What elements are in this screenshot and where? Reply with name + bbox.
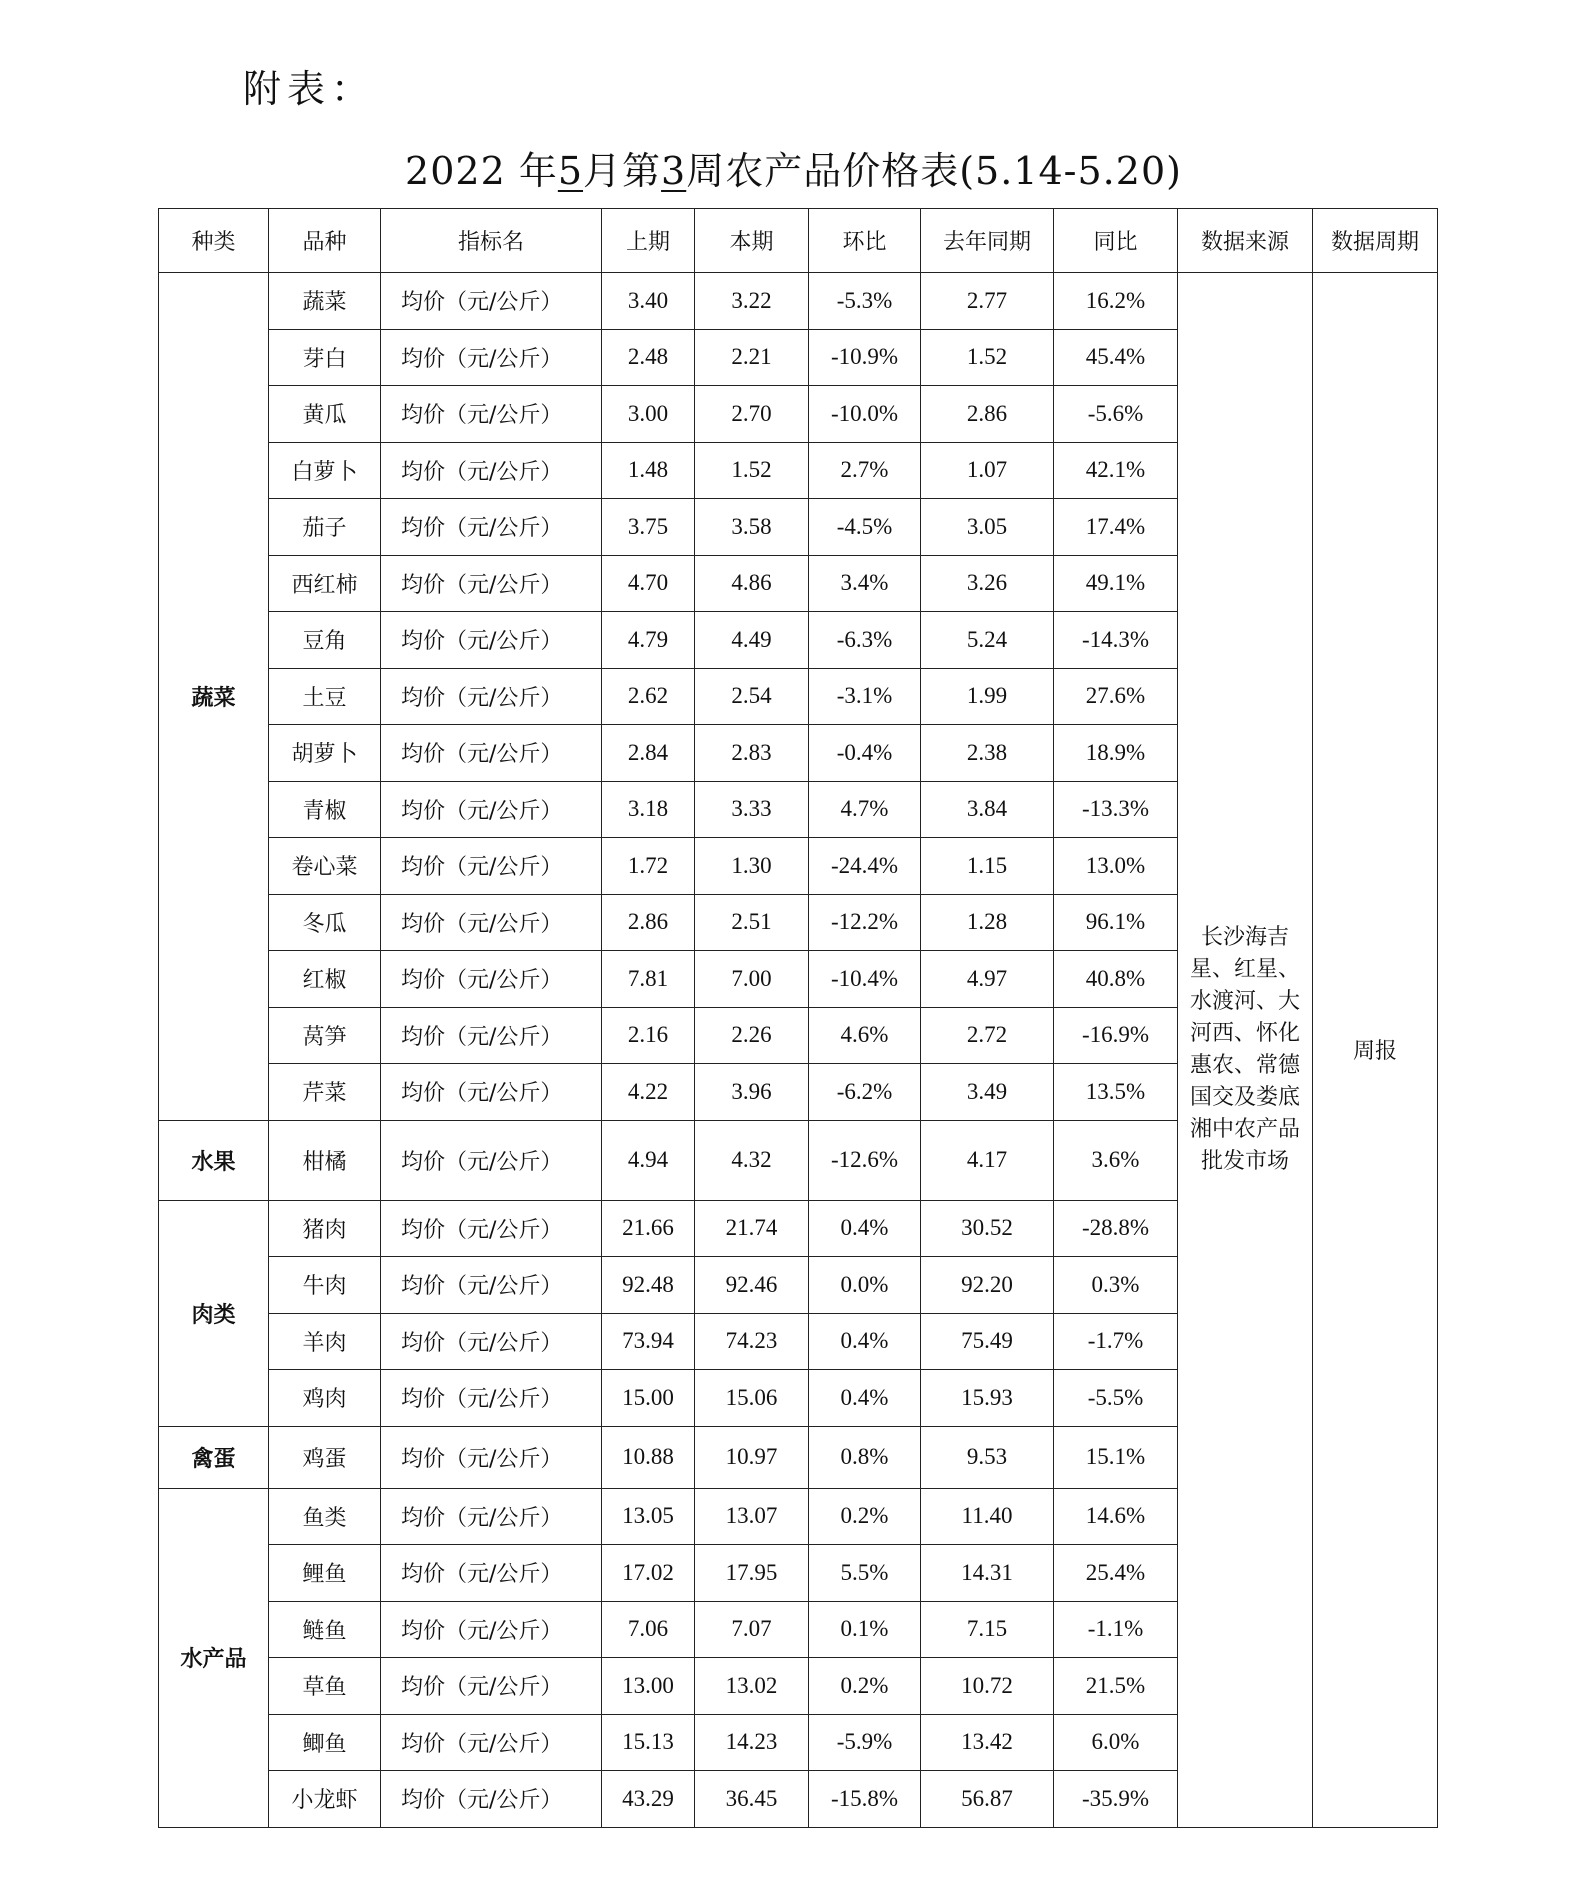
last-year-value-cell: 2.72 [921, 1007, 1054, 1064]
curr-value-cell: 3.33 [695, 781, 809, 838]
mom-change-cell: -10.4% [809, 951, 921, 1008]
mom-change-cell: -6.3% [809, 612, 921, 669]
yoy-change-cell: 49.1% [1054, 555, 1178, 612]
indicator-cell: 均价（元/公斤） [381, 273, 602, 330]
prev-value-cell: 10.88 [602, 1426, 695, 1488]
indicator-cell: 均价（元/公斤） [381, 838, 602, 895]
indicator-cell: 均价（元/公斤） [381, 668, 602, 725]
indicator-cell: 均价（元/公斤） [381, 612, 602, 669]
last-year-value-cell: 4.17 [921, 1120, 1054, 1200]
indicator-cell: 均价（元/公斤） [381, 951, 602, 1008]
indicator-cell: 均价（元/公斤） [381, 725, 602, 782]
prev-value-cell: 4.94 [602, 1120, 695, 1200]
last-year-value-cell: 3.49 [921, 1064, 1054, 1121]
data-period-cell: 周报 [1313, 273, 1438, 1828]
mom-change-cell: -4.5% [809, 499, 921, 556]
curr-value-cell: 13.07 [695, 1488, 809, 1545]
prev-value-cell: 2.62 [602, 668, 695, 725]
mom-change-cell: -12.6% [809, 1120, 921, 1200]
curr-value-cell: 7.07 [695, 1601, 809, 1658]
variety-cell: 草鱼 [269, 1658, 381, 1715]
header-variety: 品种 [269, 209, 381, 273]
prev-value-cell: 17.02 [602, 1545, 695, 1602]
last-year-value-cell: 2.86 [921, 386, 1054, 443]
price-table [158, 208, 1438, 1828]
yoy-change-cell: 25.4% [1054, 1545, 1178, 1602]
last-year-value-cell: 2.38 [921, 725, 1054, 782]
last-year-value-cell: 30.52 [921, 1200, 1054, 1257]
yoy-change-cell: 15.1% [1054, 1426, 1178, 1488]
header-period: 数据周期 [1313, 209, 1438, 273]
header-last-year: 去年同期 [921, 209, 1054, 273]
curr-value-cell: 10.97 [695, 1426, 809, 1488]
yoy-change-cell: 13.5% [1054, 1064, 1178, 1121]
yoy-change-cell: 27.6% [1054, 668, 1178, 725]
prev-value-cell: 7.81 [602, 951, 695, 1008]
mom-change-cell: -24.4% [809, 838, 921, 895]
title-part-1: 2022 年 [405, 149, 558, 193]
indicator-cell: 均价（元/公斤） [381, 894, 602, 951]
yoy-change-cell: 6.0% [1054, 1714, 1178, 1771]
curr-value-cell: 3.58 [695, 499, 809, 556]
variety-cell: 鸡肉 [269, 1370, 381, 1427]
variety-cell: 鸡蛋 [269, 1426, 381, 1488]
indicator-cell: 均价（元/公斤） [381, 1545, 602, 1602]
data-source-cell: 长沙海吉星、红星、水渡河、大河西、怀化惠农、常德国交及娄底湘中农产品批发市场 [1178, 273, 1313, 1828]
title-part-3: 周农产品价格表(5.14-5.20) [686, 149, 1182, 193]
indicator-cell: 均价（元/公斤） [381, 1488, 602, 1545]
yoy-change-cell: 0.3% [1054, 1257, 1178, 1314]
category-cell: 蔬菜 [159, 273, 269, 1121]
yoy-change-cell: -1.7% [1054, 1313, 1178, 1370]
curr-value-cell: 74.23 [695, 1313, 809, 1370]
mom-change-cell: 4.7% [809, 781, 921, 838]
last-year-value-cell: 10.72 [921, 1658, 1054, 1715]
category-cell: 肉类 [159, 1200, 269, 1426]
attachment-label: 附表： [243, 67, 376, 111]
yoy-change-cell: -5.6% [1054, 386, 1178, 443]
indicator-cell: 均价（元/公斤） [381, 1007, 602, 1064]
variety-cell: 羊肉 [269, 1313, 381, 1370]
last-year-value-cell: 4.97 [921, 951, 1054, 1008]
title-month: 5 [557, 149, 584, 193]
indicator-cell: 均价（元/公斤） [381, 329, 602, 386]
last-year-value-cell: 75.49 [921, 1313, 1054, 1370]
curr-value-cell: 2.83 [695, 725, 809, 782]
curr-value-cell: 3.96 [695, 1064, 809, 1121]
yoy-change-cell: -5.5% [1054, 1370, 1178, 1427]
curr-value-cell: 1.30 [695, 838, 809, 895]
curr-value-cell: 2.21 [695, 329, 809, 386]
last-year-value-cell: 1.15 [921, 838, 1054, 895]
mom-change-cell: 0.4% [809, 1313, 921, 1370]
curr-value-cell: 2.51 [695, 894, 809, 951]
last-year-value-cell: 1.07 [921, 442, 1054, 499]
last-year-value-cell: 13.42 [921, 1714, 1054, 1771]
mom-change-cell: -10.0% [809, 386, 921, 443]
last-year-value-cell: 14.31 [921, 1545, 1054, 1602]
yoy-change-cell: 18.9% [1054, 725, 1178, 782]
table-body [159, 273, 1438, 1828]
indicator-cell: 均价（元/公斤） [381, 1771, 602, 1828]
last-year-value-cell: 1.99 [921, 668, 1054, 725]
variety-cell: 莴笋 [269, 1007, 381, 1064]
header-source: 数据来源 [1178, 209, 1313, 273]
yoy-change-cell: 16.2% [1054, 273, 1178, 330]
curr-value-cell: 36.45 [695, 1771, 809, 1828]
yoy-change-cell: 40.8% [1054, 951, 1178, 1008]
prev-value-cell: 43.29 [602, 1771, 695, 1828]
prev-value-cell: 21.66 [602, 1200, 695, 1257]
yoy-change-cell: 17.4% [1054, 499, 1178, 556]
curr-value-cell: 3.22 [695, 273, 809, 330]
yoy-change-cell: 13.0% [1054, 838, 1178, 895]
prev-value-cell: 2.84 [602, 725, 695, 782]
mom-change-cell: -12.2% [809, 894, 921, 951]
prev-value-cell: 15.13 [602, 1714, 695, 1771]
curr-value-cell: 2.26 [695, 1007, 809, 1064]
last-year-value-cell: 11.40 [921, 1488, 1054, 1545]
prev-value-cell: 15.00 [602, 1370, 695, 1427]
prev-value-cell: 73.94 [602, 1313, 695, 1370]
mom-change-cell: 0.2% [809, 1658, 921, 1715]
indicator-cell: 均价（元/公斤） [381, 499, 602, 556]
mom-change-cell: -3.1% [809, 668, 921, 725]
last-year-value-cell: 56.87 [921, 1771, 1054, 1828]
prev-value-cell: 3.40 [602, 273, 695, 330]
mom-change-cell: 0.4% [809, 1200, 921, 1257]
yoy-change-cell: 42.1% [1054, 442, 1178, 499]
curr-value-cell: 15.06 [695, 1370, 809, 1427]
curr-value-cell: 2.70 [695, 386, 809, 443]
title-week: 3 [661, 149, 687, 193]
yoy-change-cell: 45.4% [1054, 329, 1178, 386]
mom-change-cell: 0.0% [809, 1257, 921, 1314]
indicator-cell: 均价（元/公斤） [381, 1313, 602, 1370]
yoy-change-cell: -16.9% [1054, 1007, 1178, 1064]
variety-cell: 芽白 [269, 329, 381, 386]
category-cell: 水果 [159, 1120, 269, 1200]
last-year-value-cell: 1.28 [921, 894, 1054, 951]
prev-value-cell: 3.75 [602, 499, 695, 556]
yoy-change-cell: -1.1% [1054, 1601, 1178, 1658]
curr-value-cell: 7.00 [695, 951, 809, 1008]
curr-value-cell: 4.32 [695, 1120, 809, 1200]
variety-cell: 鲫鱼 [269, 1714, 381, 1771]
table-header-row [159, 209, 1438, 273]
prev-value-cell: 3.00 [602, 386, 695, 443]
indicator-cell: 均价（元/公斤） [381, 1714, 602, 1771]
mom-change-cell: 0.8% [809, 1426, 921, 1488]
indicator-cell: 均价（元/公斤） [381, 1257, 602, 1314]
prev-value-cell: 2.86 [602, 894, 695, 951]
prev-value-cell: 1.72 [602, 838, 695, 895]
mom-change-cell: -5.9% [809, 1714, 921, 1771]
variety-cell: 鲢鱼 [269, 1601, 381, 1658]
mom-change-cell: 0.4% [809, 1370, 921, 1427]
variety-cell: 茄子 [269, 499, 381, 556]
indicator-cell: 均价（元/公斤） [381, 1426, 602, 1488]
prev-value-cell: 3.18 [602, 781, 695, 838]
variety-cell: 猪肉 [269, 1200, 381, 1257]
variety-cell: 土豆 [269, 668, 381, 725]
curr-value-cell: 17.95 [695, 1545, 809, 1602]
prev-value-cell: 4.22 [602, 1064, 695, 1121]
variety-cell: 鱼类 [269, 1488, 381, 1545]
variety-cell: 白萝卜 [269, 442, 381, 499]
variety-cell: 芹菜 [269, 1064, 381, 1121]
header-indicator: 指标名 [381, 209, 602, 273]
prev-value-cell: 2.48 [602, 329, 695, 386]
header-yoy: 同比 [1054, 209, 1178, 273]
mom-change-cell: 4.6% [809, 1007, 921, 1064]
last-year-value-cell: 3.26 [921, 555, 1054, 612]
yoy-change-cell: -35.9% [1054, 1771, 1178, 1828]
mom-change-cell: -5.3% [809, 273, 921, 330]
mom-change-cell: -0.4% [809, 725, 921, 782]
variety-cell: 西红柿 [269, 555, 381, 612]
last-year-value-cell: 9.53 [921, 1426, 1054, 1488]
curr-value-cell: 2.54 [695, 668, 809, 725]
curr-value-cell: 21.74 [695, 1200, 809, 1257]
prev-value-cell: 4.79 [602, 612, 695, 669]
last-year-value-cell: 3.84 [921, 781, 1054, 838]
mom-change-cell: 5.5% [809, 1545, 921, 1602]
mom-change-cell: -10.9% [809, 329, 921, 386]
yoy-change-cell: -28.8% [1054, 1200, 1178, 1257]
yoy-change-cell: -14.3% [1054, 612, 1178, 669]
indicator-cell: 均价（元/公斤） [381, 1120, 602, 1200]
variety-cell: 青椒 [269, 781, 381, 838]
header-prev: 上期 [602, 209, 695, 273]
header-category: 种类 [159, 209, 269, 273]
prev-value-cell: 2.16 [602, 1007, 695, 1064]
last-year-value-cell: 2.77 [921, 273, 1054, 330]
last-year-value-cell: 3.05 [921, 499, 1054, 556]
mom-change-cell: 0.1% [809, 1601, 921, 1658]
variety-cell: 卷心菜 [269, 838, 381, 895]
table-row [159, 273, 1438, 330]
header-curr: 本期 [695, 209, 809, 273]
yoy-change-cell: 3.6% [1054, 1120, 1178, 1200]
last-year-value-cell: 1.52 [921, 329, 1054, 386]
variety-cell: 胡萝卜 [269, 725, 381, 782]
yoy-change-cell: 21.5% [1054, 1658, 1178, 1715]
curr-value-cell: 14.23 [695, 1714, 809, 1771]
last-year-value-cell: 7.15 [921, 1601, 1054, 1658]
variety-cell: 柑橘 [269, 1120, 381, 1200]
last-year-value-cell: 15.93 [921, 1370, 1054, 1427]
prev-value-cell: 92.48 [602, 1257, 695, 1314]
indicator-cell: 均价（元/公斤） [381, 1658, 602, 1715]
prev-value-cell: 13.05 [602, 1488, 695, 1545]
category-cell: 水产品 [159, 1488, 269, 1827]
last-year-value-cell: 92.20 [921, 1257, 1054, 1314]
indicator-cell: 均价（元/公斤） [381, 1064, 602, 1121]
curr-value-cell: 4.49 [695, 612, 809, 669]
prev-value-cell: 13.00 [602, 1658, 695, 1715]
yoy-change-cell: -13.3% [1054, 781, 1178, 838]
variety-cell: 蔬菜 [269, 273, 381, 330]
last-year-value-cell: 5.24 [921, 612, 1054, 669]
variety-cell: 黄瓜 [269, 386, 381, 443]
curr-value-cell: 1.52 [695, 442, 809, 499]
curr-value-cell: 92.46 [695, 1257, 809, 1314]
indicator-cell: 均价（元/公斤） [381, 1200, 602, 1257]
indicator-cell: 均价（元/公斤） [381, 781, 602, 838]
prev-value-cell: 4.70 [602, 555, 695, 612]
mom-change-cell: 2.7% [809, 442, 921, 499]
yoy-change-cell: 14.6% [1054, 1488, 1178, 1545]
category-cell: 禽蛋 [159, 1426, 269, 1488]
indicator-cell: 均价（元/公斤） [381, 386, 602, 443]
mom-change-cell: -6.2% [809, 1064, 921, 1121]
indicator-cell: 均价（元/公斤） [381, 1370, 602, 1427]
prev-value-cell: 1.48 [602, 442, 695, 499]
prev-value-cell: 7.06 [602, 1601, 695, 1658]
mom-change-cell: -15.8% [809, 1771, 921, 1828]
mom-change-cell: 0.2% [809, 1488, 921, 1545]
yoy-change-cell: 96.1% [1054, 894, 1178, 951]
indicator-cell: 均价（元/公斤） [381, 1601, 602, 1658]
page-title [0, 140, 1587, 195]
mom-change-cell: 3.4% [809, 555, 921, 612]
variety-cell: 红椒 [269, 951, 381, 1008]
curr-value-cell: 13.02 [695, 1658, 809, 1715]
variety-cell: 豆角 [269, 612, 381, 669]
title-part-2: 月第 [583, 149, 662, 193]
variety-cell: 鲤鱼 [269, 1545, 381, 1602]
curr-value-cell: 4.86 [695, 555, 809, 612]
variety-cell: 小龙虾 [269, 1771, 381, 1828]
header-mom: 环比 [809, 209, 921, 273]
indicator-cell: 均价（元/公斤） [381, 442, 602, 499]
variety-cell: 冬瓜 [269, 894, 381, 951]
indicator-cell: 均价（元/公斤） [381, 555, 602, 612]
variety-cell: 牛肉 [269, 1257, 381, 1314]
